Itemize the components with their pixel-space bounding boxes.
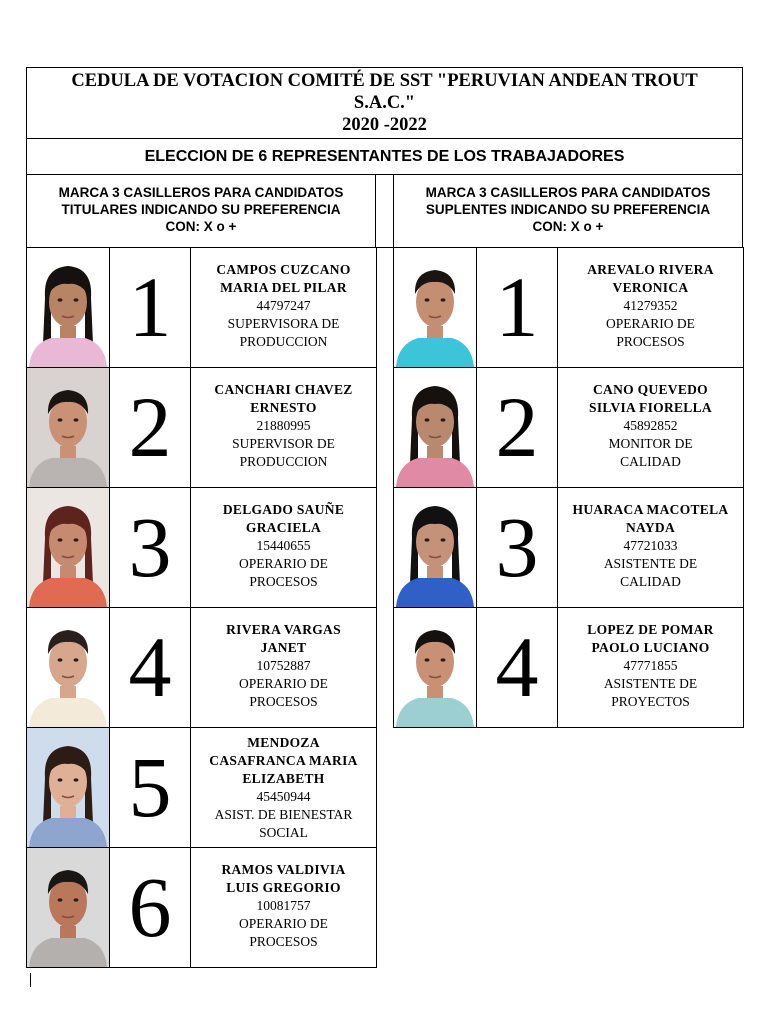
suplentes-candidate-row: [393, 247, 744, 368]
candidate-photo: [26, 367, 110, 488]
candidate-info: [190, 487, 377, 608]
candidate-position-line: SOCIAL: [259, 825, 308, 840]
candidate-dni: 45450944: [256, 789, 311, 804]
candidate-name-line: NAYDA: [625, 520, 675, 535]
candidate-name-line: RAMOS VALDIVIA: [221, 862, 346, 877]
titulares-candidate-row: [26, 847, 377, 968]
candidate-photo: [393, 487, 477, 608]
candidate-photo: [393, 607, 477, 728]
suplentes-instruction-line1: MARCA 3 CASILLEROS PARA CANDIDATOS: [425, 185, 711, 200]
ballot-title-line1: CEDULA DE VOTACION COMITÉ DE SST "PERUVIAN ANDEAN TROUT: [71, 71, 698, 91]
candidate-name-line: JANET: [260, 640, 307, 655]
titulares-candidate-row: [26, 247, 377, 368]
candidate-position-line: ASISTENTE DE: [603, 676, 698, 691]
candidate-number-box[interactable]: 3: [476, 487, 558, 608]
candidate-number-box[interactable]: 2: [109, 367, 191, 488]
candidate-position-line: PROYECTOS: [611, 694, 690, 709]
candidate-photo: [393, 247, 477, 368]
candidate-position-line: PROCESOS: [249, 934, 318, 949]
candidate-info: [190, 607, 377, 728]
candidate-dni: 10752887: [256, 658, 311, 673]
candidate-name-line: LUIS GREGORIO: [226, 880, 341, 895]
candidate-dni: 44797247: [256, 298, 311, 313]
candidate-position-line: PROCESOS: [249, 574, 318, 589]
candidate-name-line: PAOLO LUCIANO: [591, 640, 710, 655]
suplentes-instruction: [393, 174, 743, 248]
candidate-dni: 10081757: [256, 898, 311, 913]
candidate-position-line: OPERARIO DE: [239, 556, 328, 571]
candidate-name-line: CAMPOS CUZCANO: [216, 262, 351, 277]
ballot-title-line3: 2020 -2022: [342, 115, 427, 135]
candidate-position-line: PROCESOS: [616, 334, 685, 349]
candidate-position-line: CALIDAD: [620, 454, 681, 469]
suplentes-candidate-row: [393, 607, 744, 728]
candidate-name-line: LOPEZ DE POMAR: [587, 622, 714, 637]
suplentes-candidate-row: [393, 367, 744, 488]
candidate-name-line: GRACIELA: [245, 520, 322, 535]
candidate-number-box[interactable]: 5: [109, 727, 191, 848]
candidate-info: [557, 367, 744, 488]
candidate-number-box[interactable]: 6: [109, 847, 191, 968]
candidate-number-box[interactable]: 3: [109, 487, 191, 608]
titulares-instruction-line2: TITULARES INDICANDO SU PREFERENCIA: [61, 202, 341, 217]
candidate-position-line: OPERARIO DE: [606, 316, 695, 331]
candidate-position-line: CALIDAD: [620, 574, 681, 589]
candidate-number-box[interactable]: 2: [476, 367, 558, 488]
candidate-dni: 15440655: [256, 538, 311, 553]
text-cursor: [30, 973, 31, 987]
titulares-instruction-line1: MARCA 3 CASILLEROS PARA CANDIDATOS: [58, 185, 344, 200]
candidate-name-line: MENDOZA: [247, 735, 320, 750]
election-subtitle: ELECCION DE 6 REPRESENTANTES DE LOS TRABAJADORES: [26, 138, 743, 175]
ballot-title-line2: S.A.C.": [353, 93, 416, 113]
candidate-name-line: CANO QUEVEDO: [593, 382, 708, 397]
candidate-photo: [26, 247, 110, 368]
candidate-info: [190, 367, 377, 488]
candidate-name-line: DELGADO SAUÑE: [222, 502, 345, 517]
candidate-name-line: VERONICA: [612, 280, 689, 295]
titulares-candidate-row: [26, 487, 377, 608]
candidate-position-line: OPERARIO DE: [239, 676, 328, 691]
column-gap: [375, 174, 394, 248]
candidate-name-line: AREVALO RIVERA: [587, 262, 714, 277]
candidate-number-box[interactable]: 4: [476, 607, 558, 728]
candidate-name-line: CASAFRANCA MARIA: [209, 753, 358, 768]
candidate-number-box[interactable]: 4: [109, 607, 191, 728]
candidate-info: [190, 727, 377, 848]
candidate-position-line: SUPERVISORA DE: [227, 316, 340, 331]
suplentes-instruction-line3: CON: X o +: [532, 219, 604, 234]
candidate-name-line: RIVERA VARGAS: [226, 622, 341, 637]
candidate-position-line: PRODUCCION: [239, 334, 328, 349]
candidate-photo: [393, 367, 477, 488]
candidate-position-line: OPERARIO DE: [239, 916, 328, 931]
candidate-position-line: ASISTENTE DE: [603, 556, 698, 571]
candidate-dni: 41279352: [623, 298, 678, 313]
titulares-candidate-row: [26, 607, 377, 728]
candidate-info: [557, 247, 744, 368]
titulares-candidate-row: [26, 367, 377, 488]
candidate-name-line: HUARACA MACOTELA: [572, 502, 729, 517]
candidate-photo: [26, 607, 110, 728]
candidate-dni: 45892852: [623, 418, 678, 433]
suplentes-candidate-row: [393, 487, 744, 608]
candidate-position-line: PRODUCCION: [239, 454, 328, 469]
candidate-info: [190, 247, 377, 368]
candidate-position-line: MONITOR DE: [608, 436, 693, 451]
candidate-name-line: SILVIA FIORELLA: [589, 400, 712, 415]
candidate-name-line: CANCHARI CHAVEZ: [214, 382, 353, 397]
candidate-info: [557, 487, 744, 608]
candidate-dni: 47771855: [623, 658, 678, 673]
ballot-title: [26, 67, 743, 139]
candidate-info: [557, 607, 744, 728]
titulares-instruction-line3: CON: X o +: [165, 219, 237, 234]
candidate-name-line: MARIA DEL PILAR: [220, 280, 347, 295]
candidate-number-box[interactable]: 1: [476, 247, 558, 368]
candidate-position-line: PROCESOS: [249, 694, 318, 709]
titulares-instruction: [26, 174, 376, 248]
candidate-dni: 47721033: [623, 538, 678, 553]
candidate-position-line: SUPERVISOR DE: [232, 436, 335, 451]
candidate-name-line: ERNESTO: [250, 400, 317, 415]
candidate-photo: [26, 487, 110, 608]
candidate-name-line: ELIZABETH: [242, 771, 325, 786]
candidate-position-line: ASIST. DE BIENESTAR: [214, 807, 353, 822]
candidate-info: [190, 847, 377, 968]
candidate-photo: [26, 847, 110, 968]
candidate-number-box[interactable]: 1: [109, 247, 191, 368]
candidate-dni: 21880995: [256, 418, 311, 433]
candidate-photo: [26, 727, 110, 848]
suplentes-instruction-line2: SUPLENTES INDICANDO SU PREFERENCIA: [425, 202, 711, 217]
titulares-candidate-row: [26, 727, 377, 848]
